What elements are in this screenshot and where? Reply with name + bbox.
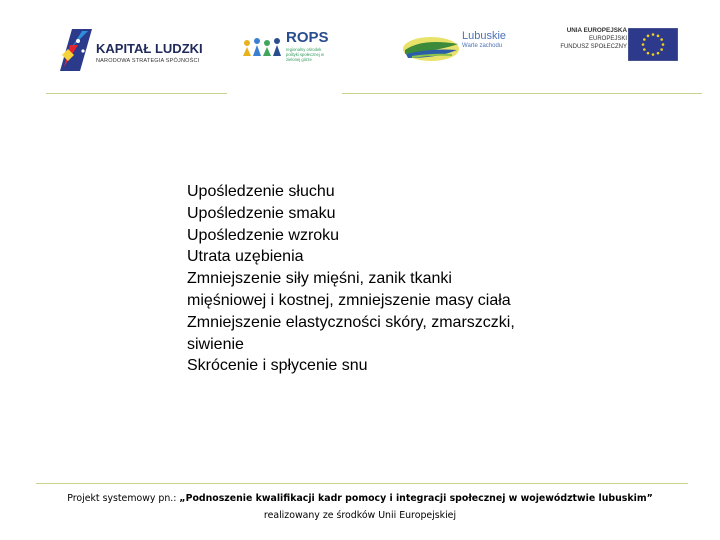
eu-logo xyxy=(560,27,680,63)
footer-divider xyxy=(36,483,688,484)
rops-logo xyxy=(242,30,332,68)
header-divider-left xyxy=(46,93,227,94)
eu-star-icon xyxy=(652,33,655,36)
eu-star-icon xyxy=(652,53,655,56)
kapital-ludzki-emblem-icon xyxy=(58,27,94,73)
list-item: Zmniejszenie elastyczności skóry, zmarszczki, siwienie xyxy=(187,313,515,353)
lubuskie-title: Lubuskie xyxy=(462,30,507,42)
lubuskie-subtitle: Warte zachodu xyxy=(462,43,503,49)
eu-star-icon xyxy=(657,35,660,38)
eu-label-social-fund: FUNDUSZ SPOŁECZNY xyxy=(560,44,627,50)
eu-star-icon xyxy=(647,52,650,55)
list-item: Upośledzenie słuchu xyxy=(187,183,335,200)
eu-star-icon xyxy=(660,38,663,41)
symptoms-list xyxy=(187,181,527,377)
eu-star-icon xyxy=(660,48,663,51)
footer-project-line xyxy=(40,490,680,507)
rops-subtitle: regionalny ośrodek polityki społecznej w zielonej górze xyxy=(286,47,324,62)
footer-funding-line: realizowany ze środków Unii Europejskiej xyxy=(263,510,457,521)
lubuskie-landscape-icon xyxy=(402,34,460,64)
list-item: Upośledzenie smaku xyxy=(187,204,336,222)
kapital-ludzki-title: KAPITAŁ LUDZKI xyxy=(96,41,203,56)
list-item: Utrata uzębienia xyxy=(187,248,304,266)
eu-label-union: UNIA EUROPEJSKA xyxy=(566,27,627,34)
lubuskie-logo xyxy=(402,30,512,66)
eu-star-icon xyxy=(642,43,645,46)
kapital-ludzki-subtitle: NARODOWA STRATEGIA SPÓJNOŚCI xyxy=(96,58,200,64)
eu-flag-icon xyxy=(628,28,678,61)
footer-prefix: Projekt systemowy pn.: xyxy=(67,493,180,504)
list-item: Skrócenie i spłycenie snu xyxy=(187,357,368,375)
rops-title: ROPS xyxy=(286,29,329,46)
eu-star-icon xyxy=(662,43,665,46)
eu-star-icon xyxy=(643,48,646,51)
eu-star-icon xyxy=(643,38,646,41)
header-divider-right xyxy=(342,93,702,94)
footer xyxy=(40,490,680,524)
eu-label-european: EUROPEJSKI xyxy=(588,36,627,42)
rops-people-icon xyxy=(242,34,284,64)
kapital-ludzki-logo xyxy=(58,27,203,73)
eu-star-icon xyxy=(647,35,650,38)
list-item: Upośledzenie wzroku xyxy=(187,226,340,244)
eu-star-icon xyxy=(657,52,660,55)
footer-project-title: „Podnoszenie kwalifikacji kadr pomocy i integracji społecznej w województwie lubuskim” xyxy=(179,493,653,504)
list-item: Zmniejszenie siły mięśni, zanik tkanki mięśniowej i kostnej, zmniejszenie masy ciała xyxy=(187,270,511,309)
